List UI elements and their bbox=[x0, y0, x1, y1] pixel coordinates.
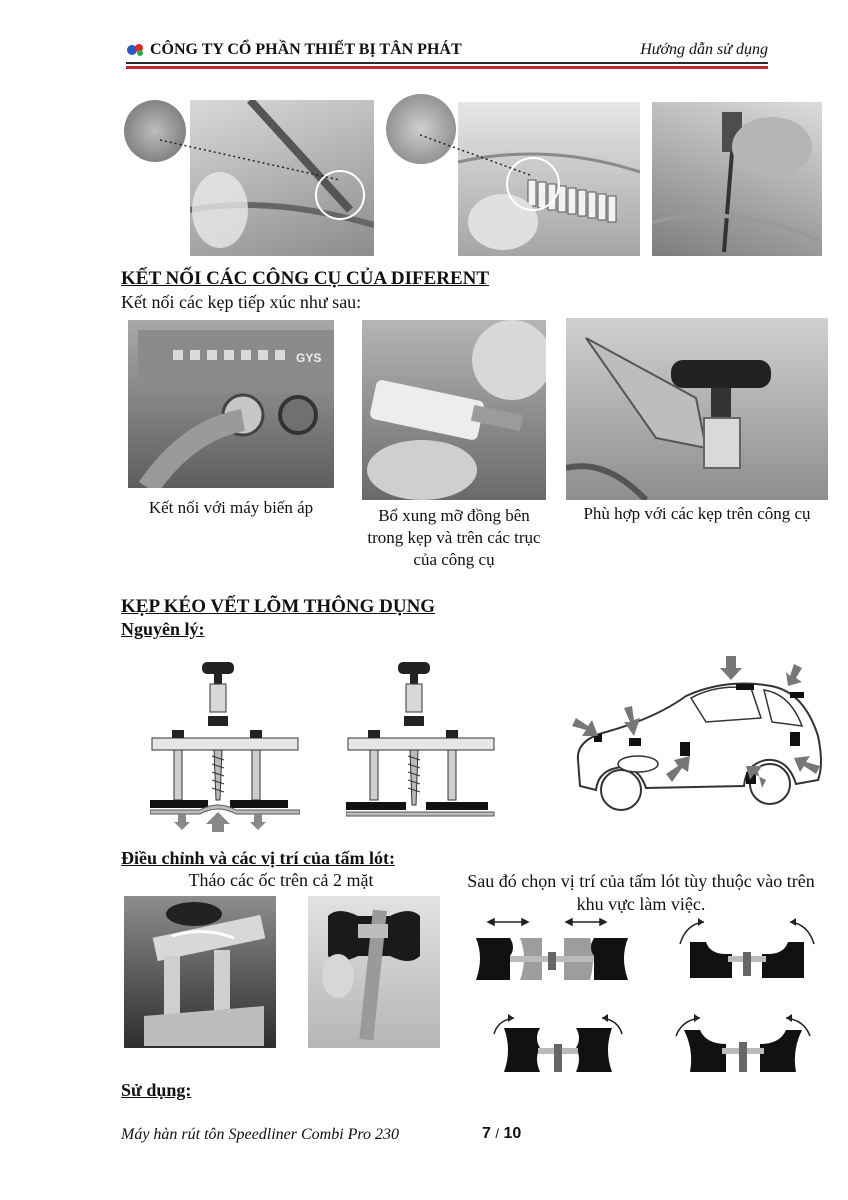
diagram-puller-pulling bbox=[150, 660, 300, 832]
photo-weld-pulling bbox=[652, 102, 822, 256]
page-total: 10 bbox=[503, 1125, 522, 1142]
dotted-pointer-1 bbox=[160, 130, 350, 190]
diagram-car-positions bbox=[566, 656, 830, 816]
diagram-pad-position-3 bbox=[484, 1014, 632, 1084]
diagram-puller-released bbox=[346, 660, 496, 820]
caption-transformer: Kết nối với máy biến áp bbox=[148, 498, 314, 517]
header-rule-red bbox=[126, 66, 768, 69]
dotted-pointer-2 bbox=[420, 130, 540, 180]
page-current: 7 bbox=[482, 1125, 491, 1142]
photo-pad-screws bbox=[124, 896, 276, 1048]
photo-copper-grease bbox=[362, 320, 546, 500]
company-logo-icon bbox=[126, 42, 146, 58]
machine-brand-label: GYS bbox=[296, 351, 322, 365]
diagram-pad-position-2 bbox=[676, 914, 818, 988]
footer-product-name: Máy hàn rút tôn Speedliner Combi Pro 230 bbox=[121, 1126, 400, 1143]
section-title-pad-adjust: Điều chỉnh và các vị trí của tấm lót: bbox=[121, 848, 395, 868]
photo-transformer-connection bbox=[128, 320, 334, 488]
header-rule-dark bbox=[126, 62, 768, 64]
caption-choose-pad-position: Sau đó chọn vị trí của tấm lót tùy thuộc vào trên khu vực làm việc. bbox=[467, 871, 815, 914]
diagram-pad-position-1 bbox=[470, 914, 634, 988]
document-type: Hướng dẫn sử dụng bbox=[640, 41, 768, 58]
caption-clamp-fit: Phù hợp với các kẹp trên công cụ bbox=[583, 504, 811, 523]
caption-copper-grease: Bổ xung mỡ đồng bên trong kẹp và trên các trục của công cụ bbox=[367, 506, 541, 569]
caption-remove-screws: Tháo các ốc trên cả 2 mặt bbox=[188, 870, 374, 890]
company-name: CÔNG TY CỔ PHẦN THIẾT BỊ TÂN PHÁT bbox=[150, 41, 462, 58]
section-subtitle-principle: Nguyên lý: bbox=[121, 619, 205, 639]
section-title-connect-tools: KẾT NỐI CÁC CÔNG CỤ CỦA DIFERENT bbox=[121, 268, 490, 289]
photo-pad-wrench bbox=[308, 896, 440, 1048]
section-intro-connect: Kết nối các kẹp tiếp xúc như sau: bbox=[121, 292, 362, 312]
section-title-usage: Sử dụng: bbox=[121, 1080, 192, 1100]
page-separator: / bbox=[495, 1126, 499, 1141]
section-title-dent-puller: KẸP KÉO VẾT LÕM THÔNG DỤNG bbox=[121, 596, 436, 617]
diagram-pad-position-4 bbox=[670, 1014, 816, 1084]
footer-page-number bbox=[482, 1125, 521, 1143]
photo-clamp-fit bbox=[566, 318, 828, 500]
